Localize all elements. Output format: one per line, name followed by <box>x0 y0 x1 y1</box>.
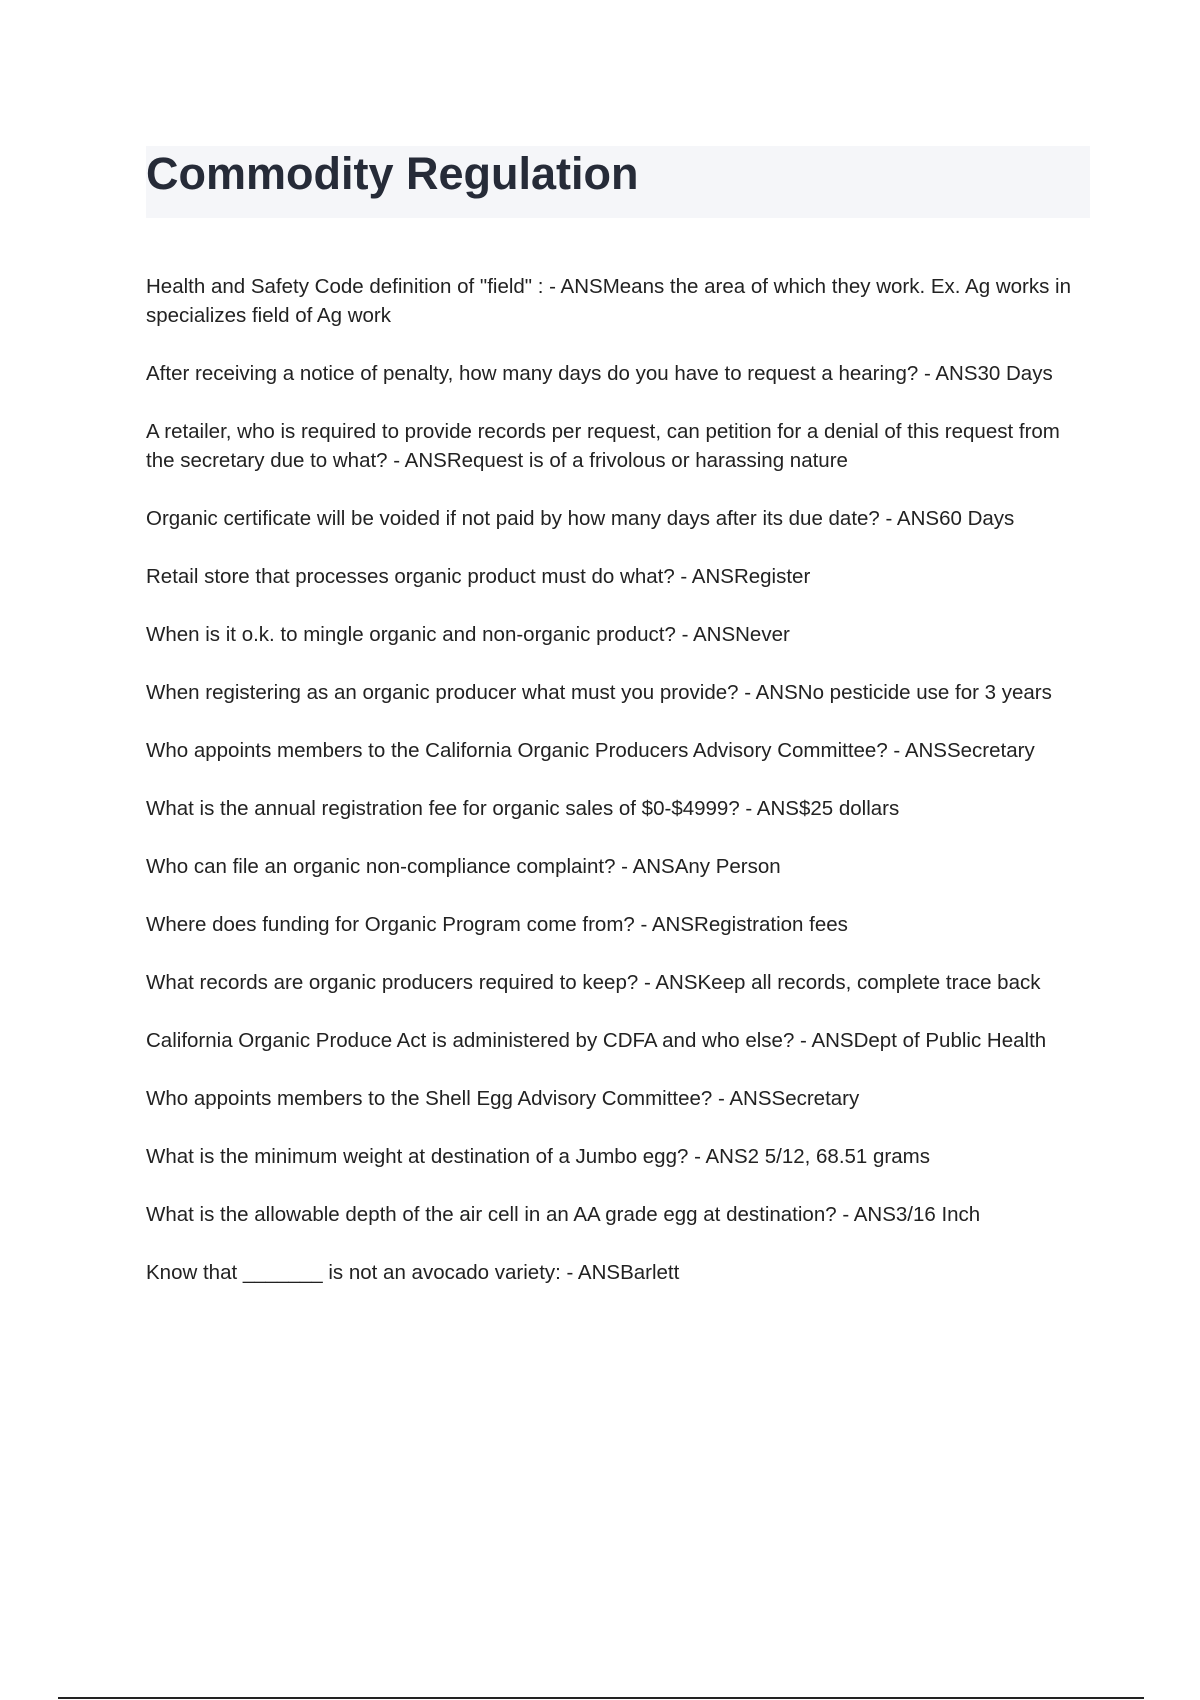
qa-item: Know that _______ is not an avocado variety: - ANSBarlett <box>146 1261 680 1284</box>
qa-item: What records are organic producers required to keep? - ANSKeep all records, complete trace back <box>146 971 1041 994</box>
qa-item: California Organic Produce Act is administered by CDFA and who else? - ANSDept of Public Health <box>146 1029 1047 1052</box>
qa-item: What is the annual registration fee for organic sales of $0-$4999? - ANS$25 dollars <box>146 797 900 820</box>
qa-item: Retail store that processes organic product must do what? - ANSRegister <box>146 565 811 588</box>
qa-list <box>146 272 1090 1316</box>
footer-divider <box>58 1697 1144 1699</box>
qa-item: When registering as an organic producer what must you provide? - ANSNo pesticide use for 3 years <box>146 681 1052 704</box>
qa-item: Who appoints members to the Shell Egg Advisory Committee? - ANSSecretary <box>146 1087 860 1110</box>
qa-item: Health and Safety Code definition of "field" : - ANSMeans the area of which they work. Ex. Ag works in specializes field of Ag work <box>146 275 1072 327</box>
qa-item: What is the allowable depth of the air cell in an AA grade egg at destination? - ANS3/16 Inch <box>146 1203 981 1226</box>
page-title: Commodity Regulation <box>146 148 639 199</box>
qa-item: Who appoints members to the California Organic Producers Advisory Committee? - ANSSecretary <box>146 739 1035 762</box>
qa-item: What is the minimum weight at destination of a Jumbo egg? - ANS2 5/12, 68.51 grams <box>146 1145 930 1168</box>
qa-item: Who can file an organic non-compliance complaint? - ANSAny Person <box>146 855 781 878</box>
title-band <box>146 146 1090 218</box>
qa-item: When is it o.k. to mingle organic and non-organic product? - ANSNever <box>146 623 790 646</box>
qa-item: A retailer, who is required to provide records per request, can petition for a denial of this request from the secretary due to what? - ANSRequest is of a frivolous or harassing nature <box>146 420 1060 472</box>
qa-item: Where does funding for Organic Program come from? - ANSRegistration fees <box>146 913 848 936</box>
qa-item: Organic certificate will be voided if not paid by how many days after its due date? - ANS60 Days <box>146 507 1015 530</box>
qa-item: After receiving a notice of penalty, how many days do you have to request a hearing? - ANS30 Days <box>146 362 1053 385</box>
